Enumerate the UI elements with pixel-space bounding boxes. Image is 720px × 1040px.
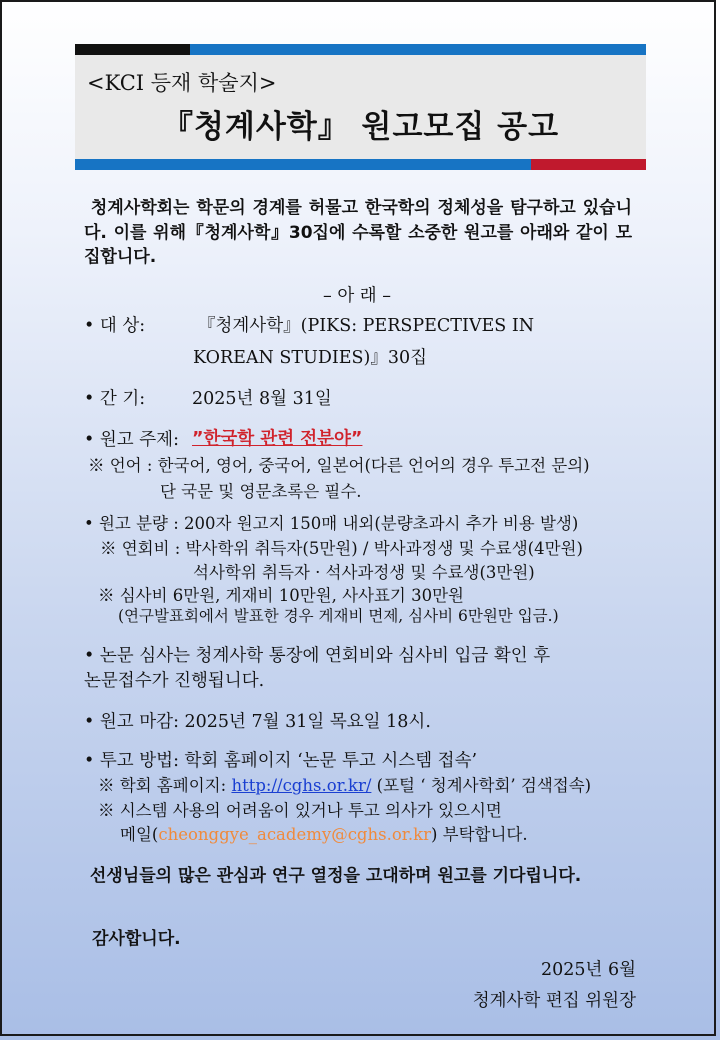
header-bottom-bar: [75, 159, 646, 170]
mail-line: [120, 821, 528, 845]
target-label: • 대 상:: [84, 316, 146, 336]
thanks-line: 감사합니다.: [92, 929, 181, 949]
homepage-label: ※ 학회 홈페이지:: [98, 776, 227, 795]
review-line-cont: 논문접수가 진행됩니다.: [84, 671, 265, 691]
help-line: ※ 시스템 사용의 어려움이 있거나 투고 의사가 있으시면: [98, 801, 502, 820]
date-line: 2025년 6월: [540, 960, 636, 980]
topic-value: ”한국학 관련 전분야”: [192, 429, 363, 449]
mail-prefix: 메일(: [120, 825, 159, 844]
closing-paragraph: 선생님들의 많은 관심과 연구 열정을 고대하며 원고를 기다립니다.: [89, 866, 582, 886]
homepage-note: (포털 ‘ 청계사학회’ 검색접속): [376, 776, 592, 795]
fee-line-2: 석사학위 취득자 · 석사과정생 및 수료생(3만원): [193, 563, 535, 582]
submit-method: • 투고 방법: 학회 홈페이지 ‘논문 투고 시스템 접속’: [84, 751, 478, 771]
target-value: 『청계사학』(PIKS: PERSPECTIVES IN: [198, 316, 535, 336]
signature-line: 청계사학 편집 위원장: [472, 991, 636, 1011]
fee-line-4: (연구발표회에서 발표한 경우 게재비 면제, 심사비 6만원만 입금.): [118, 607, 559, 625]
deadline-line: • 원고 마감: 2025년 7월 31일 목요일 18시.: [84, 712, 431, 732]
fee-line-1: ※ 연회비 : 박사학위 취득자(5만원) / 박사과정생 및 수료생(4만원): [100, 539, 583, 558]
topic-label: • 원고 주제:: [84, 430, 179, 450]
review-line: • 논문 심사는 청계사학 통장에 연회비와 심사비 입금 확인 후: [84, 646, 551, 666]
target-value-cont: KOREAN STUDIES)』30집: [193, 348, 428, 368]
homepage-link[interactable]: http://cghs.or.kr/: [231, 776, 372, 795]
period-label: • 간 기:: [84, 389, 146, 409]
email-link[interactable]: cheonggye_academy@cghs.or.kr: [158, 825, 431, 844]
homepage-line: [98, 772, 591, 796]
intro-paragraph: 청계사학회는 학문의 경계를 허물고 한국학의 정체성을 탐구하고 있습니다. 이를 위해『청계사학』30집에 수록할 소중한 원고를 아래와 같이 모집합니다.: [84, 198, 632, 267]
arae-divider: – 아 래 –: [323, 286, 391, 306]
journal-subtitle: <KCI 등재 학술지>: [87, 71, 277, 95]
page-title: 『청계사학』 원고모집 공고: [161, 109, 560, 145]
header-box: [75, 55, 646, 159]
header-top-bar: [75, 44, 646, 55]
language-note-cont: 단 국문 및 영문초록은 필수.: [160, 482, 362, 501]
mail-suffix: ) 부탁합니다.: [430, 825, 528, 844]
language-note: ※ 언어 : 한국어, 영어, 중국어, 일본어(다른 언어의 경우 투고전 문의): [88, 456, 590, 475]
fee-line-3: ※ 심사비 6만원, 게재비 10만원, 사사표기 30만원: [98, 586, 464, 605]
period-value: 2025년 8월 31일: [192, 389, 332, 409]
length-line: • 원고 분량 : 200자 원고지 150매 내외(분량초과시 추가 비용 발생): [84, 514, 579, 533]
